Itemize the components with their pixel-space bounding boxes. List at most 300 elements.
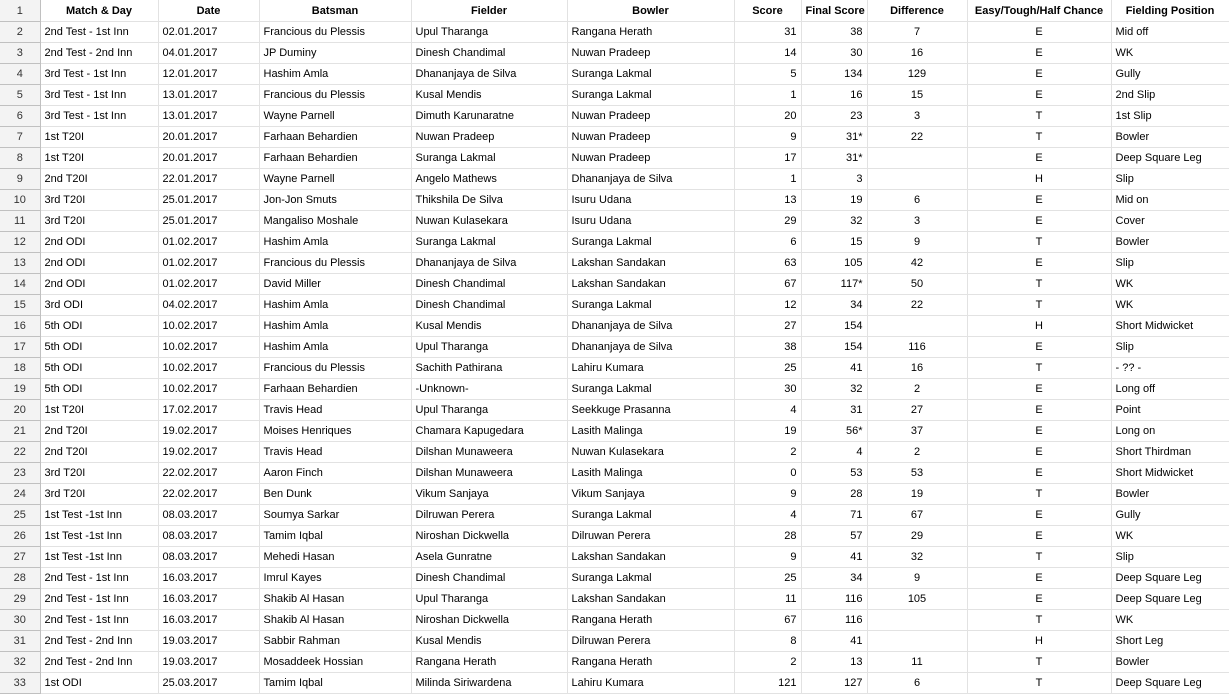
cell-score[interactable]: 14	[734, 42, 801, 63]
cell-difference[interactable]: 2	[867, 378, 967, 399]
cell-batsman[interactable]: Farhaan Behardien	[259, 378, 411, 399]
cell-match-day[interactable]: 3rd T20I	[40, 189, 158, 210]
cell-chance-type[interactable]: T	[967, 483, 1111, 504]
cell-bowler[interactable]: Dhananjaya de Silva	[567, 336, 734, 357]
cell-batsman[interactable]: Hashim Amla	[259, 231, 411, 252]
cell-date[interactable]: 01.02.2017	[158, 252, 259, 273]
cell-final-score[interactable]: 13	[801, 651, 867, 672]
cell-score[interactable]: 67	[734, 273, 801, 294]
cell-match-day[interactable]: 5th ODI	[40, 357, 158, 378]
row-number[interactable]: 7	[0, 126, 40, 147]
cell-final-score[interactable]: 116	[801, 609, 867, 630]
cell-chance-type[interactable]: E	[967, 21, 1111, 42]
header-cell-bowler[interactable]: Bowler	[567, 0, 734, 21]
cell-chance-type[interactable]: E	[967, 525, 1111, 546]
cell-date[interactable]: 19.02.2017	[158, 420, 259, 441]
cell-fielder[interactable]: Niroshan Dickwella	[411, 525, 567, 546]
cell-bowler[interactable]: Rangana Herath	[567, 609, 734, 630]
cell-final-score[interactable]: 15	[801, 231, 867, 252]
cell-score[interactable]: 17	[734, 147, 801, 168]
cell-bowler[interactable]: Suranga Lakmal	[567, 294, 734, 315]
cell-bowler[interactable]: Suranga Lakmal	[567, 567, 734, 588]
cell-fielder[interactable]: Dinesh Chandimal	[411, 567, 567, 588]
cell-fielding-position[interactable]: Gully	[1111, 63, 1229, 84]
cell-date[interactable]: 20.01.2017	[158, 147, 259, 168]
cell-final-score[interactable]: 31*	[801, 126, 867, 147]
cell-batsman[interactable]: Mehedi Hasan	[259, 546, 411, 567]
cell-fielding-position[interactable]: WK	[1111, 42, 1229, 63]
cell-difference[interactable]: 32	[867, 546, 967, 567]
cell-chance-type[interactable]: E	[967, 462, 1111, 483]
cell-chance-type[interactable]: T	[967, 672, 1111, 693]
cell-chance-type[interactable]: E	[967, 189, 1111, 210]
cell-match-day[interactable]: 2nd Test - 2nd Inn	[40, 42, 158, 63]
cell-chance-type[interactable]: E	[967, 567, 1111, 588]
cell-match-day[interactable]: 2nd ODI	[40, 252, 158, 273]
cell-chance-type[interactable]: E	[967, 210, 1111, 231]
header-cell-date[interactable]: Date	[158, 0, 259, 21]
cell-score[interactable]: 20	[734, 105, 801, 126]
cell-chance-type[interactable]: E	[967, 42, 1111, 63]
cell-chance-type[interactable]: E	[967, 147, 1111, 168]
cell-batsman[interactable]: Jon-Jon Smuts	[259, 189, 411, 210]
cell-score[interactable]: 63	[734, 252, 801, 273]
cell-match-day[interactable]: 2nd Test - 2nd Inn	[40, 651, 158, 672]
cell-score[interactable]: 4	[734, 504, 801, 525]
cell-chance-type[interactable]: E	[967, 588, 1111, 609]
cell-fielder[interactable]: Upul Tharanga	[411, 588, 567, 609]
row-number[interactable]: 9	[0, 168, 40, 189]
row-number[interactable]: 1	[0, 0, 40, 21]
cell-date[interactable]: 25.01.2017	[158, 210, 259, 231]
cell-fielder[interactable]: Dinesh Chandimal	[411, 42, 567, 63]
cell-chance-type[interactable]: E	[967, 399, 1111, 420]
cell-final-score[interactable]: 41	[801, 630, 867, 651]
cell-final-score[interactable]: 3	[801, 168, 867, 189]
cell-fielding-position[interactable]: Deep Square Leg	[1111, 147, 1229, 168]
header-cell-match-day[interactable]: Match & Day	[40, 0, 158, 21]
cell-fielder[interactable]: Dilruwan Perera	[411, 504, 567, 525]
cell-date[interactable]: 10.02.2017	[158, 315, 259, 336]
cell-score[interactable]: 1	[734, 168, 801, 189]
row-number[interactable]: 32	[0, 651, 40, 672]
row-number[interactable]: 19	[0, 378, 40, 399]
cell-difference[interactable]: 29	[867, 525, 967, 546]
cell-final-score[interactable]: 4	[801, 441, 867, 462]
cell-bowler[interactable]: Rangana Herath	[567, 21, 734, 42]
cell-bowler[interactable]: Suranga Lakmal	[567, 231, 734, 252]
cell-date[interactable]: 10.02.2017	[158, 378, 259, 399]
cell-score[interactable]: 27	[734, 315, 801, 336]
header-cell-difference[interactable]: Difference	[867, 0, 967, 21]
row-number[interactable]: 11	[0, 210, 40, 231]
cell-chance-type[interactable]: T	[967, 546, 1111, 567]
cell-fielding-position[interactable]: Slip	[1111, 252, 1229, 273]
cell-match-day[interactable]: 1st Test -1st Inn	[40, 504, 158, 525]
cell-fielding-position[interactable]: Slip	[1111, 168, 1229, 189]
cell-final-score[interactable]: 32	[801, 378, 867, 399]
cell-date[interactable]: 02.01.2017	[158, 21, 259, 42]
cell-score[interactable]: 2	[734, 651, 801, 672]
cell-difference[interactable]: 67	[867, 504, 967, 525]
cell-bowler[interactable]: Dhananjaya de Silva	[567, 315, 734, 336]
cell-batsman[interactable]: Wayne Parnell	[259, 168, 411, 189]
cell-match-day[interactable]: 3rd Test - 1st Inn	[40, 84, 158, 105]
cell-difference[interactable]: 16	[867, 42, 967, 63]
cell-match-day[interactable]: 2nd ODI	[40, 231, 158, 252]
row-number[interactable]: 13	[0, 252, 40, 273]
row-number[interactable]: 29	[0, 588, 40, 609]
cell-fielder[interactable]: Upul Tharanga	[411, 21, 567, 42]
cell-difference[interactable]	[867, 168, 967, 189]
cell-bowler[interactable]: Rangana Herath	[567, 651, 734, 672]
cell-batsman[interactable]: Hashim Amla	[259, 294, 411, 315]
cell-difference[interactable]: 129	[867, 63, 967, 84]
cell-fielder[interactable]: Kusal Mendis	[411, 315, 567, 336]
cell-fielder[interactable]: Dimuth Karunaratne	[411, 105, 567, 126]
cell-batsman[interactable]: Farhaan Behardien	[259, 126, 411, 147]
cell-date[interactable]: 19.02.2017	[158, 441, 259, 462]
cell-fielding-position[interactable]: Point	[1111, 399, 1229, 420]
cell-match-day[interactable]: 2nd T20I	[40, 420, 158, 441]
cell-fielder[interactable]: Suranga Lakmal	[411, 231, 567, 252]
cell-bowler[interactable]: Seekkuge Prasanna	[567, 399, 734, 420]
cell-match-day[interactable]: 5th ODI	[40, 336, 158, 357]
cell-bowler[interactable]: Nuwan Pradeep	[567, 105, 734, 126]
cell-chance-type[interactable]: H	[967, 630, 1111, 651]
cell-fielder[interactable]: Upul Tharanga	[411, 336, 567, 357]
cell-score[interactable]: 31	[734, 21, 801, 42]
cell-score[interactable]: 8	[734, 630, 801, 651]
cell-final-score[interactable]: 38	[801, 21, 867, 42]
cell-bowler[interactable]: Lasith Malinga	[567, 462, 734, 483]
cell-fielding-position[interactable]: Mid off	[1111, 21, 1229, 42]
cell-match-day[interactable]: 1st ODI	[40, 672, 158, 693]
cell-chance-type[interactable]: T	[967, 357, 1111, 378]
cell-match-day[interactable]: 3rd Test - 1st Inn	[40, 63, 158, 84]
cell-fielding-position[interactable]: Bowler	[1111, 651, 1229, 672]
cell-fielding-position[interactable]: WK	[1111, 525, 1229, 546]
cell-final-score[interactable]: 34	[801, 567, 867, 588]
cell-fielder[interactable]: Chamara Kapugedara	[411, 420, 567, 441]
cell-chance-type[interactable]: E	[967, 63, 1111, 84]
cell-fielding-position[interactable]: 1st Slip	[1111, 105, 1229, 126]
cell-chance-type[interactable]: E	[967, 252, 1111, 273]
cell-fielder[interactable]: Nuwan Pradeep	[411, 126, 567, 147]
cell-fielding-position[interactable]: Slip	[1111, 336, 1229, 357]
row-number[interactable]: 18	[0, 357, 40, 378]
cell-bowler[interactable]: Suranga Lakmal	[567, 378, 734, 399]
cell-fielder[interactable]: -Unknown-	[411, 378, 567, 399]
cell-batsman[interactable]: Sabbir Rahman	[259, 630, 411, 651]
cell-chance-type[interactable]: T	[967, 105, 1111, 126]
cell-final-score[interactable]: 28	[801, 483, 867, 504]
cell-score[interactable]: 1	[734, 84, 801, 105]
cell-batsman[interactable]: Travis Head	[259, 441, 411, 462]
cell-score[interactable]: 9	[734, 546, 801, 567]
cell-chance-type[interactable]: T	[967, 651, 1111, 672]
cell-date[interactable]: 08.03.2017	[158, 525, 259, 546]
cell-batsman[interactable]: Tamim Iqbal	[259, 672, 411, 693]
cell-difference[interactable]: 22	[867, 126, 967, 147]
cell-batsman[interactable]: Francious du Plessis	[259, 21, 411, 42]
cell-match-day[interactable]: 2nd Test - 1st Inn	[40, 588, 158, 609]
cell-match-day[interactable]: 5th ODI	[40, 315, 158, 336]
cell-final-score[interactable]: 116	[801, 588, 867, 609]
cell-score[interactable]: 4	[734, 399, 801, 420]
cell-final-score[interactable]: 56*	[801, 420, 867, 441]
cell-batsman[interactable]: Ben Dunk	[259, 483, 411, 504]
cell-bowler[interactable]: Dilruwan Perera	[567, 525, 734, 546]
cell-fielding-position[interactable]: Deep Square Leg	[1111, 567, 1229, 588]
cell-final-score[interactable]: 34	[801, 294, 867, 315]
cell-final-score[interactable]: 154	[801, 336, 867, 357]
cell-bowler[interactable]: Lahiru Kumara	[567, 672, 734, 693]
cell-fielding-position[interactable]: Deep Square Leg	[1111, 672, 1229, 693]
row-number[interactable]: 15	[0, 294, 40, 315]
cell-date[interactable]: 19.03.2017	[158, 651, 259, 672]
cell-date[interactable]: 12.01.2017	[158, 63, 259, 84]
cell-match-day[interactable]: 3rd T20I	[40, 483, 158, 504]
cell-batsman[interactable]: Travis Head	[259, 399, 411, 420]
cell-chance-type[interactable]: E	[967, 420, 1111, 441]
cell-chance-type[interactable]: T	[967, 273, 1111, 294]
cell-score[interactable]: 12	[734, 294, 801, 315]
cell-score[interactable]: 9	[734, 483, 801, 504]
cell-fielding-position[interactable]: Short Midwicket	[1111, 315, 1229, 336]
cell-final-score[interactable]: 31*	[801, 147, 867, 168]
cell-fielding-position[interactable]: Mid on	[1111, 189, 1229, 210]
cell-fielder[interactable]: Kusal Mendis	[411, 84, 567, 105]
cell-date[interactable]: 16.03.2017	[158, 609, 259, 630]
row-number[interactable]: 28	[0, 567, 40, 588]
cell-date[interactable]: 16.03.2017	[158, 567, 259, 588]
cell-difference[interactable]: 9	[867, 231, 967, 252]
cell-fielding-position[interactable]: Bowler	[1111, 483, 1229, 504]
cell-date[interactable]: 25.03.2017	[158, 672, 259, 693]
cell-chance-type[interactable]: T	[967, 294, 1111, 315]
cell-fielder[interactable]: Nuwan Kulasekara	[411, 210, 567, 231]
cell-batsman[interactable]: JP Duminy	[259, 42, 411, 63]
cell-bowler[interactable]: Suranga Lakmal	[567, 63, 734, 84]
cell-final-score[interactable]: 71	[801, 504, 867, 525]
cell-fielder[interactable]: Thikshila De Silva	[411, 189, 567, 210]
cell-bowler[interactable]: Nuwan Pradeep	[567, 126, 734, 147]
cell-fielding-position[interactable]: - ?? -	[1111, 357, 1229, 378]
cell-fielding-position[interactable]: Slip	[1111, 546, 1229, 567]
cell-fielding-position[interactable]: Short Midwicket	[1111, 462, 1229, 483]
row-number[interactable]: 16	[0, 315, 40, 336]
cell-difference[interactable]: 42	[867, 252, 967, 273]
cell-final-score[interactable]: 105	[801, 252, 867, 273]
cell-difference[interactable]: 50	[867, 273, 967, 294]
header-cell-chance-type[interactable]: Easy/Tough/Half Chance	[967, 0, 1111, 21]
cell-match-day[interactable]: 2nd Test - 1st Inn	[40, 609, 158, 630]
cell-match-day[interactable]: 2nd Test - 2nd Inn	[40, 630, 158, 651]
cell-final-score[interactable]: 154	[801, 315, 867, 336]
cell-score[interactable]: 19	[734, 420, 801, 441]
cell-bowler[interactable]: Lakshan Sandakan	[567, 546, 734, 567]
cell-date[interactable]: 10.02.2017	[158, 357, 259, 378]
cell-match-day[interactable]: 2nd T20I	[40, 441, 158, 462]
cell-score[interactable]: 0	[734, 462, 801, 483]
cell-final-score[interactable]: 53	[801, 462, 867, 483]
cell-batsman[interactable]: Mosaddeek Hossian	[259, 651, 411, 672]
cell-score[interactable]: 121	[734, 672, 801, 693]
cell-fielder[interactable]: Dinesh Chandimal	[411, 273, 567, 294]
cell-fielder[interactable]: Dhananjaya de Silva	[411, 252, 567, 273]
cell-bowler[interactable]: Isuru Udana	[567, 210, 734, 231]
row-number[interactable]: 8	[0, 147, 40, 168]
cell-match-day[interactable]: 1st T20I	[40, 147, 158, 168]
row-number[interactable]: 14	[0, 273, 40, 294]
cell-score[interactable]: 9	[734, 126, 801, 147]
cell-score[interactable]: 11	[734, 588, 801, 609]
cell-fielder[interactable]: Angelo Mathews	[411, 168, 567, 189]
cell-fielding-position[interactable]: WK	[1111, 609, 1229, 630]
row-number[interactable]: 33	[0, 672, 40, 693]
cell-bowler[interactable]: Suranga Lakmal	[567, 84, 734, 105]
cell-fielding-position[interactable]: WK	[1111, 294, 1229, 315]
cell-fielder[interactable]: Kusal Mendis	[411, 630, 567, 651]
cell-date[interactable]: 08.03.2017	[158, 546, 259, 567]
cell-fielding-position[interactable]: Bowler	[1111, 126, 1229, 147]
cell-batsman[interactable]: Soumya Sarkar	[259, 504, 411, 525]
row-number[interactable]: 25	[0, 504, 40, 525]
cell-fielder[interactable]: Dilshan Munaweera	[411, 462, 567, 483]
cell-date[interactable]: 01.02.2017	[158, 231, 259, 252]
cell-score[interactable]: 29	[734, 210, 801, 231]
cell-final-score[interactable]: 16	[801, 84, 867, 105]
cell-bowler[interactable]: Vikum Sanjaya	[567, 483, 734, 504]
header-cell-score[interactable]: Score	[734, 0, 801, 21]
cell-match-day[interactable]: 3rd T20I	[40, 210, 158, 231]
cell-score[interactable]: 5	[734, 63, 801, 84]
cell-fielding-position[interactable]: Cover	[1111, 210, 1229, 231]
row-number[interactable]: 20	[0, 399, 40, 420]
cell-bowler[interactable]: Lasith Malinga	[567, 420, 734, 441]
cell-fielder[interactable]: Upul Tharanga	[411, 399, 567, 420]
cell-match-day[interactable]: 2nd ODI	[40, 273, 158, 294]
row-number[interactable]: 17	[0, 336, 40, 357]
cell-difference[interactable]: 19	[867, 483, 967, 504]
cell-difference[interactable]	[867, 315, 967, 336]
cell-fielding-position[interactable]: Bowler	[1111, 231, 1229, 252]
cell-match-day[interactable]: 1st T20I	[40, 126, 158, 147]
cell-fielder[interactable]: Asela Gunratne	[411, 546, 567, 567]
cell-batsman[interactable]: David Miller	[259, 273, 411, 294]
cell-match-day[interactable]: 2nd T20I	[40, 168, 158, 189]
cell-bowler[interactable]: Lahiru Kumara	[567, 357, 734, 378]
row-number[interactable]: 3	[0, 42, 40, 63]
cell-batsman[interactable]: Shakib Al Hasan	[259, 609, 411, 630]
cell-bowler[interactable]: Lakshan Sandakan	[567, 252, 734, 273]
cell-difference[interactable]: 3	[867, 210, 967, 231]
cell-date[interactable]: 22.02.2017	[158, 483, 259, 504]
row-number[interactable]: 24	[0, 483, 40, 504]
cell-date[interactable]: 04.01.2017	[158, 42, 259, 63]
row-number[interactable]: 30	[0, 609, 40, 630]
cell-date[interactable]: 04.02.2017	[158, 294, 259, 315]
cell-final-score[interactable]: 57	[801, 525, 867, 546]
cell-fielder[interactable]: Dilshan Munaweera	[411, 441, 567, 462]
cell-difference[interactable]	[867, 609, 967, 630]
cell-date[interactable]: 13.01.2017	[158, 105, 259, 126]
cell-date[interactable]: 16.03.2017	[158, 588, 259, 609]
cell-final-score[interactable]: 30	[801, 42, 867, 63]
cell-difference[interactable]	[867, 630, 967, 651]
cell-score[interactable]: 13	[734, 189, 801, 210]
cell-fielder[interactable]: Milinda Siriwardena	[411, 672, 567, 693]
row-number[interactable]: 22	[0, 441, 40, 462]
cell-date[interactable]: 20.01.2017	[158, 126, 259, 147]
cell-fielder[interactable]: Dhananjaya de Silva	[411, 63, 567, 84]
cell-score[interactable]: 67	[734, 609, 801, 630]
cell-match-day[interactable]: 3rd T20I	[40, 462, 158, 483]
cell-date[interactable]: 22.01.2017	[158, 168, 259, 189]
cell-difference[interactable]: 27	[867, 399, 967, 420]
cell-difference[interactable]: 22	[867, 294, 967, 315]
cell-fielding-position[interactable]: Short Thirdman	[1111, 441, 1229, 462]
cell-bowler[interactable]: Dhananjaya de Silva	[567, 168, 734, 189]
row-number[interactable]: 31	[0, 630, 40, 651]
cell-batsman[interactable]: Moises Henriques	[259, 420, 411, 441]
cell-batsman[interactable]: Francious du Plessis	[259, 357, 411, 378]
cell-bowler[interactable]: Lakshan Sandakan	[567, 588, 734, 609]
cell-batsman[interactable]: Imrul Kayes	[259, 567, 411, 588]
cell-date[interactable]: 25.01.2017	[158, 189, 259, 210]
cell-difference[interactable]: 3	[867, 105, 967, 126]
cell-final-score[interactable]: 19	[801, 189, 867, 210]
cell-difference[interactable]	[867, 147, 967, 168]
cell-fielding-position[interactable]: Deep Square Leg	[1111, 588, 1229, 609]
row-number[interactable]: 27	[0, 546, 40, 567]
cell-difference[interactable]: 9	[867, 567, 967, 588]
cell-difference[interactable]: 2	[867, 441, 967, 462]
cell-batsman[interactable]: Francious du Plessis	[259, 84, 411, 105]
cell-bowler[interactable]: Nuwan Pradeep	[567, 42, 734, 63]
cell-chance-type[interactable]: H	[967, 315, 1111, 336]
cell-match-day[interactable]: 3rd ODI	[40, 294, 158, 315]
cell-chance-type[interactable]: H	[967, 168, 1111, 189]
cell-fielding-position[interactable]: WK	[1111, 273, 1229, 294]
cell-bowler[interactable]: Nuwan Kulasekara	[567, 441, 734, 462]
cell-difference[interactable]: 6	[867, 672, 967, 693]
cell-match-day[interactable]: 2nd Test - 1st Inn	[40, 21, 158, 42]
cell-date[interactable]: 13.01.2017	[158, 84, 259, 105]
cell-fielding-position[interactable]: Long off	[1111, 378, 1229, 399]
row-number[interactable]: 5	[0, 84, 40, 105]
cell-final-score[interactable]: 23	[801, 105, 867, 126]
cell-score[interactable]: 25	[734, 567, 801, 588]
cell-fielder[interactable]: Niroshan Dickwella	[411, 609, 567, 630]
cell-chance-type[interactable]: E	[967, 504, 1111, 525]
row-number[interactable]: 10	[0, 189, 40, 210]
cell-difference[interactable]: 105	[867, 588, 967, 609]
cell-final-score[interactable]: 134	[801, 63, 867, 84]
cell-bowler[interactable]: Isuru Udana	[567, 189, 734, 210]
cell-difference[interactable]: 11	[867, 651, 967, 672]
cell-score[interactable]: 30	[734, 378, 801, 399]
cell-date[interactable]: 01.02.2017	[158, 273, 259, 294]
cell-bowler[interactable]: Suranga Lakmal	[567, 504, 734, 525]
cell-score[interactable]: 28	[734, 525, 801, 546]
cell-difference[interactable]: 37	[867, 420, 967, 441]
header-cell-batsman[interactable]: Batsman	[259, 0, 411, 21]
row-number[interactable]: 6	[0, 105, 40, 126]
cell-match-day[interactable]: 1st T20I	[40, 399, 158, 420]
cell-bowler[interactable]: Dilruwan Perera	[567, 630, 734, 651]
